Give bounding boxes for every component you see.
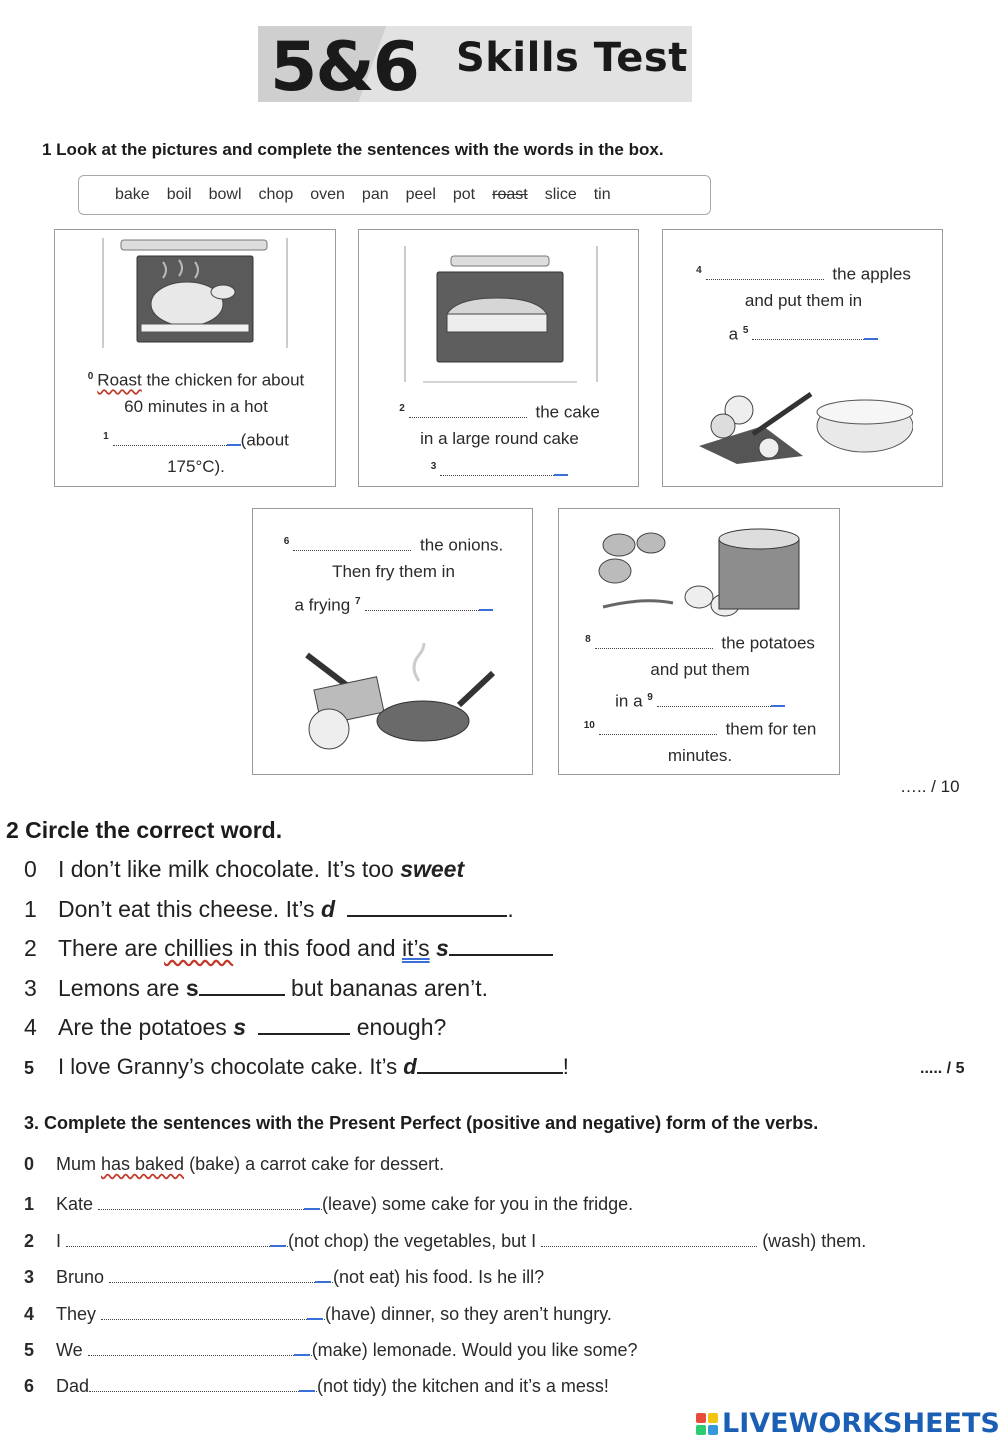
panel-text: in a large round cake [420,429,579,448]
section2-row: 5 I love Granny’s chocolate cake. It’s d ! [24,1054,569,1079]
answer-blank-6[interactable] [293,537,411,551]
apples-bowl-illustration [693,386,913,466]
section3-title: 3. Complete the sentences with the Present Perfect (positive and negative) form of the verbs. [24,1113,819,1133]
example-answer: Roast [97,370,142,390]
section2-row: 4 Are the potatoes s enough? [24,1014,447,1040]
answer-blank[interactable] [88,1342,312,1356]
word-slice: slice [544,186,577,203]
panel-peel-apples [662,229,943,487]
answer-blank[interactable] [89,1378,317,1392]
item-number: 9 [647,692,653,703]
liveworksheets-logo[interactable] [696,1408,1000,1439]
item-number: 8 [585,634,591,645]
panel-text: them for ten [720,719,817,739]
panel-text: the onions. [415,535,504,555]
item-number: 5 [742,325,749,336]
answer-blank[interactable] [109,1269,333,1283]
word-tin: tin [593,186,611,203]
answer-blank[interactable] [98,1196,322,1210]
panel-text: minutes. [667,746,733,765]
section3-row: 6 Dad (not tidy) the kitchen and it’s a mess! [24,1376,609,1396]
answer-blank-8[interactable] [595,635,713,649]
word-chop: chop [258,186,294,203]
section3-row: 4 They (have) dinner, so they aren’t hungry. [24,1304,612,1324]
logo-square-icon [696,1413,706,1423]
word-boil: boil [166,186,192,203]
word-peel: peel [405,186,436,203]
logo-mark-icon [696,1413,718,1435]
panel-text: the potatoes [716,633,815,653]
section2-row: 3 Lemons are s but bananas aren’t. [24,975,488,1001]
section1-instruction: 1 Look at the pictures and complete the sentences with the words in the box. [42,140,664,159]
word-pot: pot [452,186,476,203]
item-number: 7 [354,596,361,607]
example-answer: sweet [400,856,465,882]
panel-text: in a [615,691,648,711]
logo-square-icon [708,1413,718,1423]
item-number: 1 [103,431,109,442]
logo-square-icon [708,1425,718,1435]
answer-blank[interactable] [417,1054,563,1074]
section3-row: 5 We (make) lemonade. Would you like some? [24,1340,638,1360]
potatoes-pot-illustration [593,525,809,621]
section1-score: ….. / 10 [900,777,960,796]
answer-blank-7[interactable] [365,597,489,611]
answer-blank-2[interactable] [409,404,527,418]
panel-chop-onions [252,508,533,775]
section3-row: 3 Bruno (not eat) his food. Is he ill? [24,1267,545,1287]
section3-row: 1 Kate (leave) some cake for you in the fridge. [24,1194,634,1214]
item-number: 10 [583,720,595,731]
answer-blank[interactable] [258,1015,350,1035]
answer-blank-1[interactable] [113,432,237,446]
section3-row: 0 Mum has baked (bake) a carrot cake for dessert. [24,1154,445,1174]
panel-text: 175°C). [167,457,225,476]
word-box [78,175,711,215]
panel-peel-potatoes [558,508,840,775]
onions-pan-illustration [293,643,503,755]
item-number: 2 [399,403,405,414]
example-answer: has baked [101,1154,185,1174]
panel-text: the chicken for about [141,370,305,390]
section2-row: 2 There are chillies in this food and it’s s [24,935,553,962]
panel-text: 60 minutes in a hot [124,397,268,416]
answer-blank-5[interactable] [752,326,874,340]
section2-row: 0 I don’t like milk chocolate. It’s too sweet [24,856,465,882]
answer-blank[interactable] [101,1306,325,1320]
answer-blank-3[interactable] [440,462,564,476]
word-roast: roast [492,186,528,203]
panel-text: (about [240,430,289,450]
unit-number: 5&6 [270,28,418,107]
panel-roast-chicken [54,229,336,487]
word-oven: oven [310,186,345,203]
answer-blank[interactable] [347,897,507,917]
answer-blank[interactable] [541,1233,757,1247]
panel-text: the apples [827,264,911,284]
panel-text: and put them [650,660,750,679]
section2-row: 1 Don’t eat this cheese. It’s d . [24,896,514,922]
panel-text: the cake [530,402,600,422]
oven-cake-illustration [403,244,599,386]
item-number: 0 [87,371,94,382]
word-pan: pan [361,186,389,203]
panel-bake-cake [358,229,639,487]
answer-blank[interactable] [199,976,285,996]
panel-text: a [728,324,743,344]
answer-blank[interactable] [66,1233,288,1247]
word-bake: bake [115,186,150,203]
section2-title: 2 Circle the correct word. [6,817,283,843]
page-title: Skills Test [456,35,688,81]
item-number: 4 [696,265,702,276]
section2-score: ..... / 5 [920,1060,965,1077]
answer-blank[interactable] [449,936,553,956]
item-number: 6 [283,536,290,547]
answer-blank-9[interactable] [657,693,781,707]
panel-text: Then fry them in [332,562,455,581]
panel-text: and put them in [744,291,863,310]
oven-chicken-illustration [101,238,289,350]
word-bowl: bowl [208,186,242,203]
item-number: 3 [430,461,437,472]
answer-blank-4[interactable] [706,266,824,280]
answer-blank-10[interactable] [599,721,717,735]
section3-row: 2 I (not chop) the vegetables, but I (wash) them. [24,1231,867,1251]
logo-square-icon [696,1425,706,1435]
logo-text: LIVEWORKSHEETS [722,1408,1000,1439]
panel-text: a frying [294,595,355,615]
